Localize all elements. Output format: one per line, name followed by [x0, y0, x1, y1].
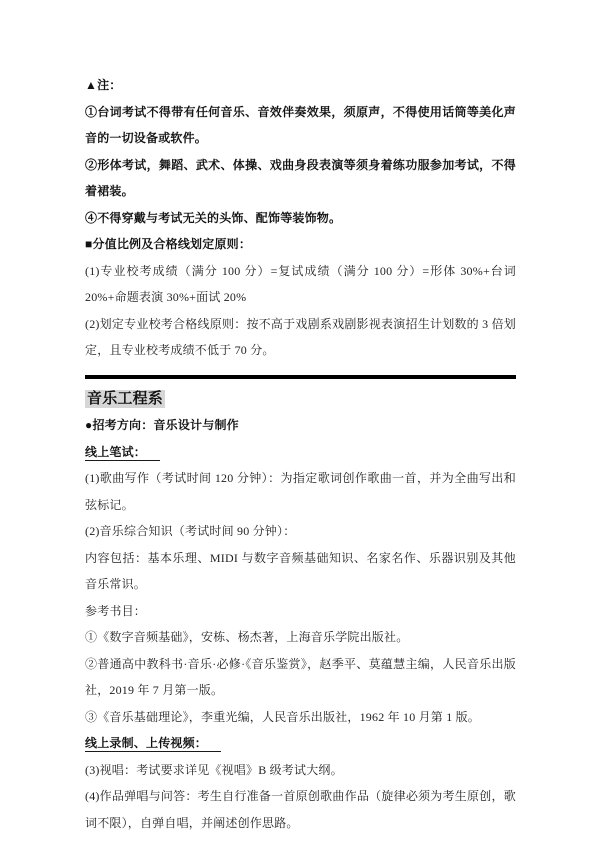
- online-written-exam-heading: [85, 439, 516, 466]
- score-rule-item-1: (1)专业校考成绩（满分 100 分）=复试成绩（满分 100 分）=形体 30%+台词 20%+命题表演 30%+面试 20%: [85, 263, 516, 304]
- reference-book-3: ③《音乐基础理论》，李重光编，人民音乐出版社，1962 年 10 月第 1 版。: [85, 709, 481, 724]
- admission-direction-heading: ●招考方向：音乐设计与制作: [85, 418, 239, 432]
- online-written-exam-heading-text: 线上笔试：: [85, 445, 160, 461]
- notes-title: ▲注：: [85, 78, 122, 92]
- written-exam-item-content-scope: 内容包括：基本乐理、MIDI 与数字音频基础知识、名家名作、乐器识别及其他音乐常识。: [85, 550, 516, 591]
- section-divider: [85, 375, 516, 379]
- score-rule-item-2: (2)划定专业校考合格线原则：按不高于戏剧系戏剧影视表演招生计划数的 3 倍划定，且专业校考成绩不低于 70 分。: [85, 316, 516, 357]
- online-video-upload-heading-text: 线上录制、上传视频：: [85, 736, 221, 752]
- note-item-1: ①台词考试不得带有任何音乐、音效伴奏效果，须原声，不得使用话筒等美化声音的一切设备或软件。: [85, 104, 516, 145]
- written-exam-item-1: (1)歌曲写作（考试时间 120 分钟）：为指定歌词创作歌曲一首，并为全曲写出和弦标记。: [85, 471, 516, 512]
- online-video-upload-heading: [85, 730, 516, 757]
- note-item-3: ④不得穿戴与考试无关的头饰、配饰等装饰物。: [85, 210, 342, 225]
- reference-books-label: 参考书目：: [85, 603, 147, 618]
- reference-book-2: ②普通高中教科书·音乐·必修·《音乐鉴赏》，赵季平、莫蕴慧主编，人民音乐出版社，2019 年 7 月第一版。: [85, 656, 516, 697]
- score-rules-title: ■分值比例及合格线划定原则：: [85, 237, 252, 251]
- video-exam-item-2: (4)作品弹唱与问答：考生自行准备一首原创歌曲作品（旋律必须为考生原创，歌词不限），自弹自唱，并阐述创作思路。: [85, 789, 516, 830]
- department-heading: [85, 386, 516, 413]
- reference-book-1: ①《数字音频基础》，安栋、杨杰著，上海音乐学院出版社。: [85, 630, 409, 644]
- written-exam-item-2: (2)音乐综合知识（考试时间 90 分钟）：: [85, 524, 296, 538]
- note-item-2: ②形体考试，舞蹈、武术、体操、戏曲身段表演等须身着练功服参加考试，不得着裙装。: [85, 157, 516, 198]
- video-exam-item-1: (3)视唱：考试要求详见《视唱》B 级考试大纲。: [85, 762, 343, 777]
- department-heading-highlight: 音乐工程系: [87, 390, 164, 407]
